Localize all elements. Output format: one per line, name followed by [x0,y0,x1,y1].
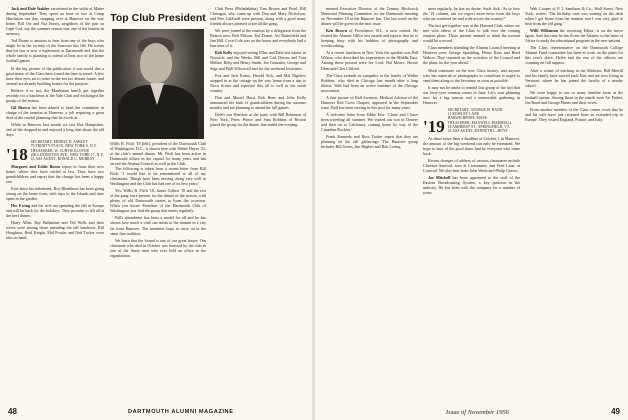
left-column-2 [110,166,206,400]
note-text: In the big picture of the publication it was noted that a great many of the Class have found the time to travel. A few have their eyes set to retire in the not too distant future, and several are already building homes for the purpose. [6,65,104,86]
note-text: Dale's son Winslow at the party with Bill Robinson of New York, Peter, Prince and Sam Robbins of Boston joined the group for the dinner that ended the evening. [210,111,306,127]
note-text: the rewriting Editor, is on the move again. And this time he has flown the Atlantic to the heart of Africa to study the educational program in the new nations. [525,28,623,44]
note-paragraph [6,105,104,120]
note-text: Harry Allen, Ray Ballantine and Ted Wells and their wives were among those attending the fall luncheon. Bill Houghton, Reid Knight, Mal Fowler and Ned Tucker were also on hand. [6,220,104,241]
note-paragraph [110,166,206,186]
note-paragraph [423,6,520,21]
class-heading-18 [6,140,104,164]
note-text: Ted Doane is anxious to hear from any of the boys who might be in the vicinity of the Seacoast this fall. He writes that his son is now a sophomore at Dartmouth and that the whole family is planning to attend at least two of the home football games. [6,38,104,64]
right-column-1 [321,6,418,400]
note-paragraph [210,95,306,110]
class-officer-line: HARWICHPORT, MASS. [447,116,488,121]
note-paragraph [210,28,306,48]
note-paragraph [321,95,418,110]
class-officers-19 [448,108,512,134]
class-officer-line: TREASURER, W. CURTIS GLOVER [30,148,90,153]
note-lead-name: Hec Ewing [11,202,31,208]
note-lead-name: Gil Brown [11,104,30,110]
left-column-1 [6,6,104,400]
note-text: enjoyed seeing Ellen and Dale last winter in Norwich, and the Weeks, Bill and Carl Downs and Tom Mellen, Betty and Henry Smith, Joe Gonzalez, George and Sage and Walt Wilson all met for the weekend festivities. [210,50,306,71]
note-paragraph [321,134,418,149]
class-officer-line: TREASURER, MAXWELL MARSHALL [447,120,513,125]
note-paragraph [423,45,520,65]
left-page [6,6,306,400]
class-officer-line: 70 TRINITY PLACE, NEW YORK 6, N.Y. [30,144,97,149]
note-text: report in from their new home, where they have settled at last. They have two grandchildren and report that the change has been a happy one. [6,163,104,184]
note-paragraph [6,38,104,63]
note-paragraph [423,136,520,156]
photo-title: Top Club President [110,12,206,24]
note-text: Recent changes of address of various classmates include Clarence Sanford, now at Leominster, and Fred Lane, at Concord. We also hear from John Waite and Philip Graves. [423,157,520,173]
note-paragraph [210,50,306,70]
left-col1b-text [6,164,104,241]
note-text: Bill's attendance has been a model for all and he has shown how much a club can mean to the alumni in a city far from Hanover. The members hope to carry on in the same fine tradition. [110,215,206,236]
note-paragraph [423,85,520,105]
note-paragraph [321,112,418,132]
note-paragraph [210,112,306,127]
note-paragraph [525,107,623,122]
club-president-photo [112,29,204,139]
note-paragraph [321,28,418,48]
note-paragraph [210,6,306,26]
note-text: The Class representative on the Dartmouth College Alumni Fund committee has been at work on the plans for this year's drive. Helen and the rest of the officers are counting on full support. [525,45,623,66]
note-text: and his wife are spending the fall in Europe and will be back for the holidays. They promise to tell all at the next dinner. [6,202,104,219]
magazine-name: DARTMOUTH ALUMNI MAGAZINE [128,409,234,415]
class-officers-18 [31,140,104,161]
note-text: A welcome letter from Eddie Ertz: 'Claire and I have been traveling all summer. We visited our son in Denver and then on to California, coming home by way of the Canadian Rockies.' [321,111,418,133]
note-paragraph [423,175,520,195]
note-paragraph [423,158,520,173]
note-text: has been appointed to the staff of the Eastern Broadcasting System, a key position in the industry. He has been with the company for a number of years. [423,174,520,196]
note-paragraph [6,220,104,240]
note-paragraph [6,66,104,86]
note-paragraph [6,88,104,103]
note-lead-name: Margaret and Eddie Burns [11,163,61,169]
issue-date: Issue of November 1956 [446,409,510,416]
note-paragraph [321,6,418,26]
note-text: Frank Kennedy and Ross Tucker report that they are planning on the fall gatherings. The Hanover group includes Bill Green, Jim Hughes and Bob Loring. [321,134,418,150]
note-text: The last get-together was at the Harvard Club, where we met with others of the Class to talk over the coming reunion plans. Those present seemed to think the turnout would be a record. [423,23,520,44]
left-col2-text [110,166,206,258]
right-col1-text [321,6,418,149]
note-paragraph [6,186,104,201]
class-heading-19 [423,108,520,134]
note-paragraph [525,68,623,88]
left-col1-text [6,6,104,137]
note-text: Yes, Willis R. Fitch '18, James Gilbert '18 and the rest of the gang were present for the dinner of the season, with plenty of old Dartmouth stories to liven the occasion. When you locate President of the Dartmouth Club of Washington you find the group that meets regularly. [110,188,206,214]
note-text: While in Hanover last month we saw Bus Hampshire, one of the dropped in and enjoyed a long chat about the old days. [6,121,104,138]
class-year-19: '19 [423,116,445,136]
page-number-right: 49 [611,407,620,416]
note-paragraph [423,23,520,43]
note-paragraph [525,90,623,105]
note-paragraph [423,68,520,83]
note-text: From another member of the Class comes word that he and his wife have just returned from an extended trip to Europe. They visited England, France, and Italy. [525,106,623,122]
note-paragraph [6,203,104,218]
class-year-18: '18 [6,144,28,164]
right-col2-text [423,6,520,105]
note-paragraph [321,50,418,70]
right-col3-text [525,6,623,122]
note-paragraph [110,238,206,258]
note-text: A fine picture of Ralf Sweeten, Medical Advisor of the Hanover Red Cross Chapter, appeared in the September issue. Ralf has been serving in this post for many years. [321,94,418,110]
class-officer-line: 200 LEXINGTON AVE., NEW YORK 17, N.Y. [30,153,104,158]
note-paragraph [525,45,623,65]
class-officer-line: CLASS AGENT, KENNETH L. HOYT [447,129,508,134]
right-col2b-text [423,136,520,196]
note-text: Class members attending the Alumni Council meeting at Hanover were George Spaulding, Henry Ross and Reed Walton. They reported on the activities of the Council and the plans for the year ahead. [423,45,520,66]
page-gutter [312,0,315,420]
note-paragraph [210,73,306,93]
note-text: Don and Muriel Hurd, Bob Bone and John Kelly announced the birth of grandchildren during the summer months and are planning to attend the fall games. [210,94,306,110]
right-page [321,6,623,400]
note-paragraph [525,28,623,43]
note-paragraph [525,6,623,26]
note-text: has been named to head the committee in charge of the reunion at Hanover, a job requiring a great deal of the careful planning that he excels at. [6,104,104,120]
page-footer [0,402,628,416]
caption-text: Willis R. Fitch '18 (left), president of the Dartmouth Club of Washington, D.C., is shown here with Walter Hayes '21, at the club's annual dinner. Mr. Fitch has been active in Dartmouth affairs in the capital for many years and has served the Alumni Council as well as the Club. [110,141,206,167]
note-paragraph [321,73,418,93]
note-text: The Class extends its sympathy to the family of Walter Robbins, who died in Chicago last month after a long illness. Walt had been an active member of the Chicago association. [321,72,418,93]
note-text: mented Executive Director of the Tommy Hitchcock Memorial Planning Committee for the Dartmouth meeting on November 10 at the Hanover Inn. The last word on the dinner will be given in the next issue. [321,6,418,27]
right-column-3 [525,6,623,400]
note-text: of Providence, R.I., is now retired. He visited the Alumni Office last month and reports that he is keeping busy with his hobbies of photography and woodworking. [321,28,418,49]
note-text: We were joined at the reunion by a delegation from the Boston area: Bob Ellison, Ted Doane, Art Butterfield and Jim Hill. Coca-Cola was on the house and everybody had a fine time of it. [210,28,306,49]
note-text: As these notes have a deadline of October 1 in Hanover, the amount of the big weekend can only be estimated. We hope to hear of the good times had by everyone who came back. [423,135,520,156]
class-officer-line: SECRETARY, GEORGE W. RAND [447,107,503,112]
note-text: Ever since his retirement, Roy Blenkhorn has been going strong on the home front, with trips to the Islands and time spent in the garden. [6,185,104,201]
photo-feature [110,6,206,166]
left-column-3 [210,6,306,400]
note-lead-name: Ken Brown [326,28,348,34]
class-officer-line: 18 AMHERST ST., SPRINGFIELD, VT. [447,125,510,130]
page-number-left: 48 [8,407,17,416]
note-text: It may not be amiss to remind this group of the fact that our forty-year reunion comes in June. Let's start planning now for a big turnout and a memorable gathering in Hanover. [423,84,520,105]
note-paragraph [6,6,104,36]
note-text: Work continues on the new Class history, and anyone who has material or photographs to contribute is urged to send them along to the Secretary as soon as possible. [423,67,520,83]
note-lead-name: Willi Wilkinson [530,28,559,34]
note-lead-name: Bob Kelly [215,50,233,56]
left-col3-text [210,6,306,127]
note-text: We were happy to see so many familiar faces at the football opener. Among those in the stands were Art Parker, Joe Bond and George Harris and their wives. [525,89,623,105]
note-paragraph [110,215,206,235]
photo-caption [110,141,206,166]
note-text: Believe it or not, the Manhattan bunch got together recently for a luncheon at the Yale Club and exchanged the gossip of the season. [6,87,104,103]
note-text: Eva and Jack Evans, Harold Sick, and Mal Bigelow stopped in at the cottage on the way home from a trip to Nova Scotia and reported that all is well in the north country. [210,72,306,93]
right-column-2 [423,6,520,400]
note-lead-name: Jack and Dale Stabler [11,6,50,11]
note-paragraph [6,164,104,184]
note-text: The following is taken from a recent letter from Bill Fitch: 'I would like to be remembered to all of my classmates. Things have been moving along very well in Washington and the Club has had one of its best years.' [110,166,206,187]
note-paragraph [6,122,104,137]
class-officer-line: CLASS AGENT, RONALD C. MURRAY [30,157,95,162]
note-text: At a recent luncheon in New York the speaker was Bill Wilson, who described his experiences in the Middle East. Among those present were Joe Lord, Hal Moore, Howie Dean and Chet Clifford. [321,50,418,71]
class-officer-line: SECRETARY, ERNEST D. ASHLEY [30,140,89,145]
note-text: Walt Cooper of P. I. Sandison & Co., Wall Street, New York, writes: 'The birthday card was waiting on the desk when I got home from the reunion and I was very glad to hear from the old gang.' [525,6,623,27]
note-text: After a winter of teaching in the Midwest, Bill Merrill and his family have moved back East and are now living in Vermont, where he has joined the faculty of a nearby school. [525,67,623,88]
note-text: vacationed in the wilds of Maine during September. They spent an hour or two at Camp Hinchman one day, stopping over at Hanover on the way home. Bill Orr and Nat Norris, neighbors of the pair on Cape Cod, say the summer season was one of the busiest in memory. [6,6,104,37]
note-lead-name: Joe Mitchell [428,174,451,180]
note-text: We learn that the Sound is one of our great losses. Our classmate who died in October was honored by the club as one of the finest men who ever held an office in the organization. [110,237,206,258]
note-text: Club Press (Philadelphia) Tom Brown and Pearl. Bill Christgau, who came up with Don and Mary Nicholson, and Pete Caldwell were present, along with a good many friends always pleased to see all the gang. [210,6,306,27]
class-officer-line: 11 ROWLEY LANE [447,112,480,117]
note-text: meet regularly, he has no desire. Such dick. 'As to how the '19 column, can we expect more news from the boys who are scattered far and wide across the country?' [423,6,520,22]
note-paragraph [110,188,206,213]
